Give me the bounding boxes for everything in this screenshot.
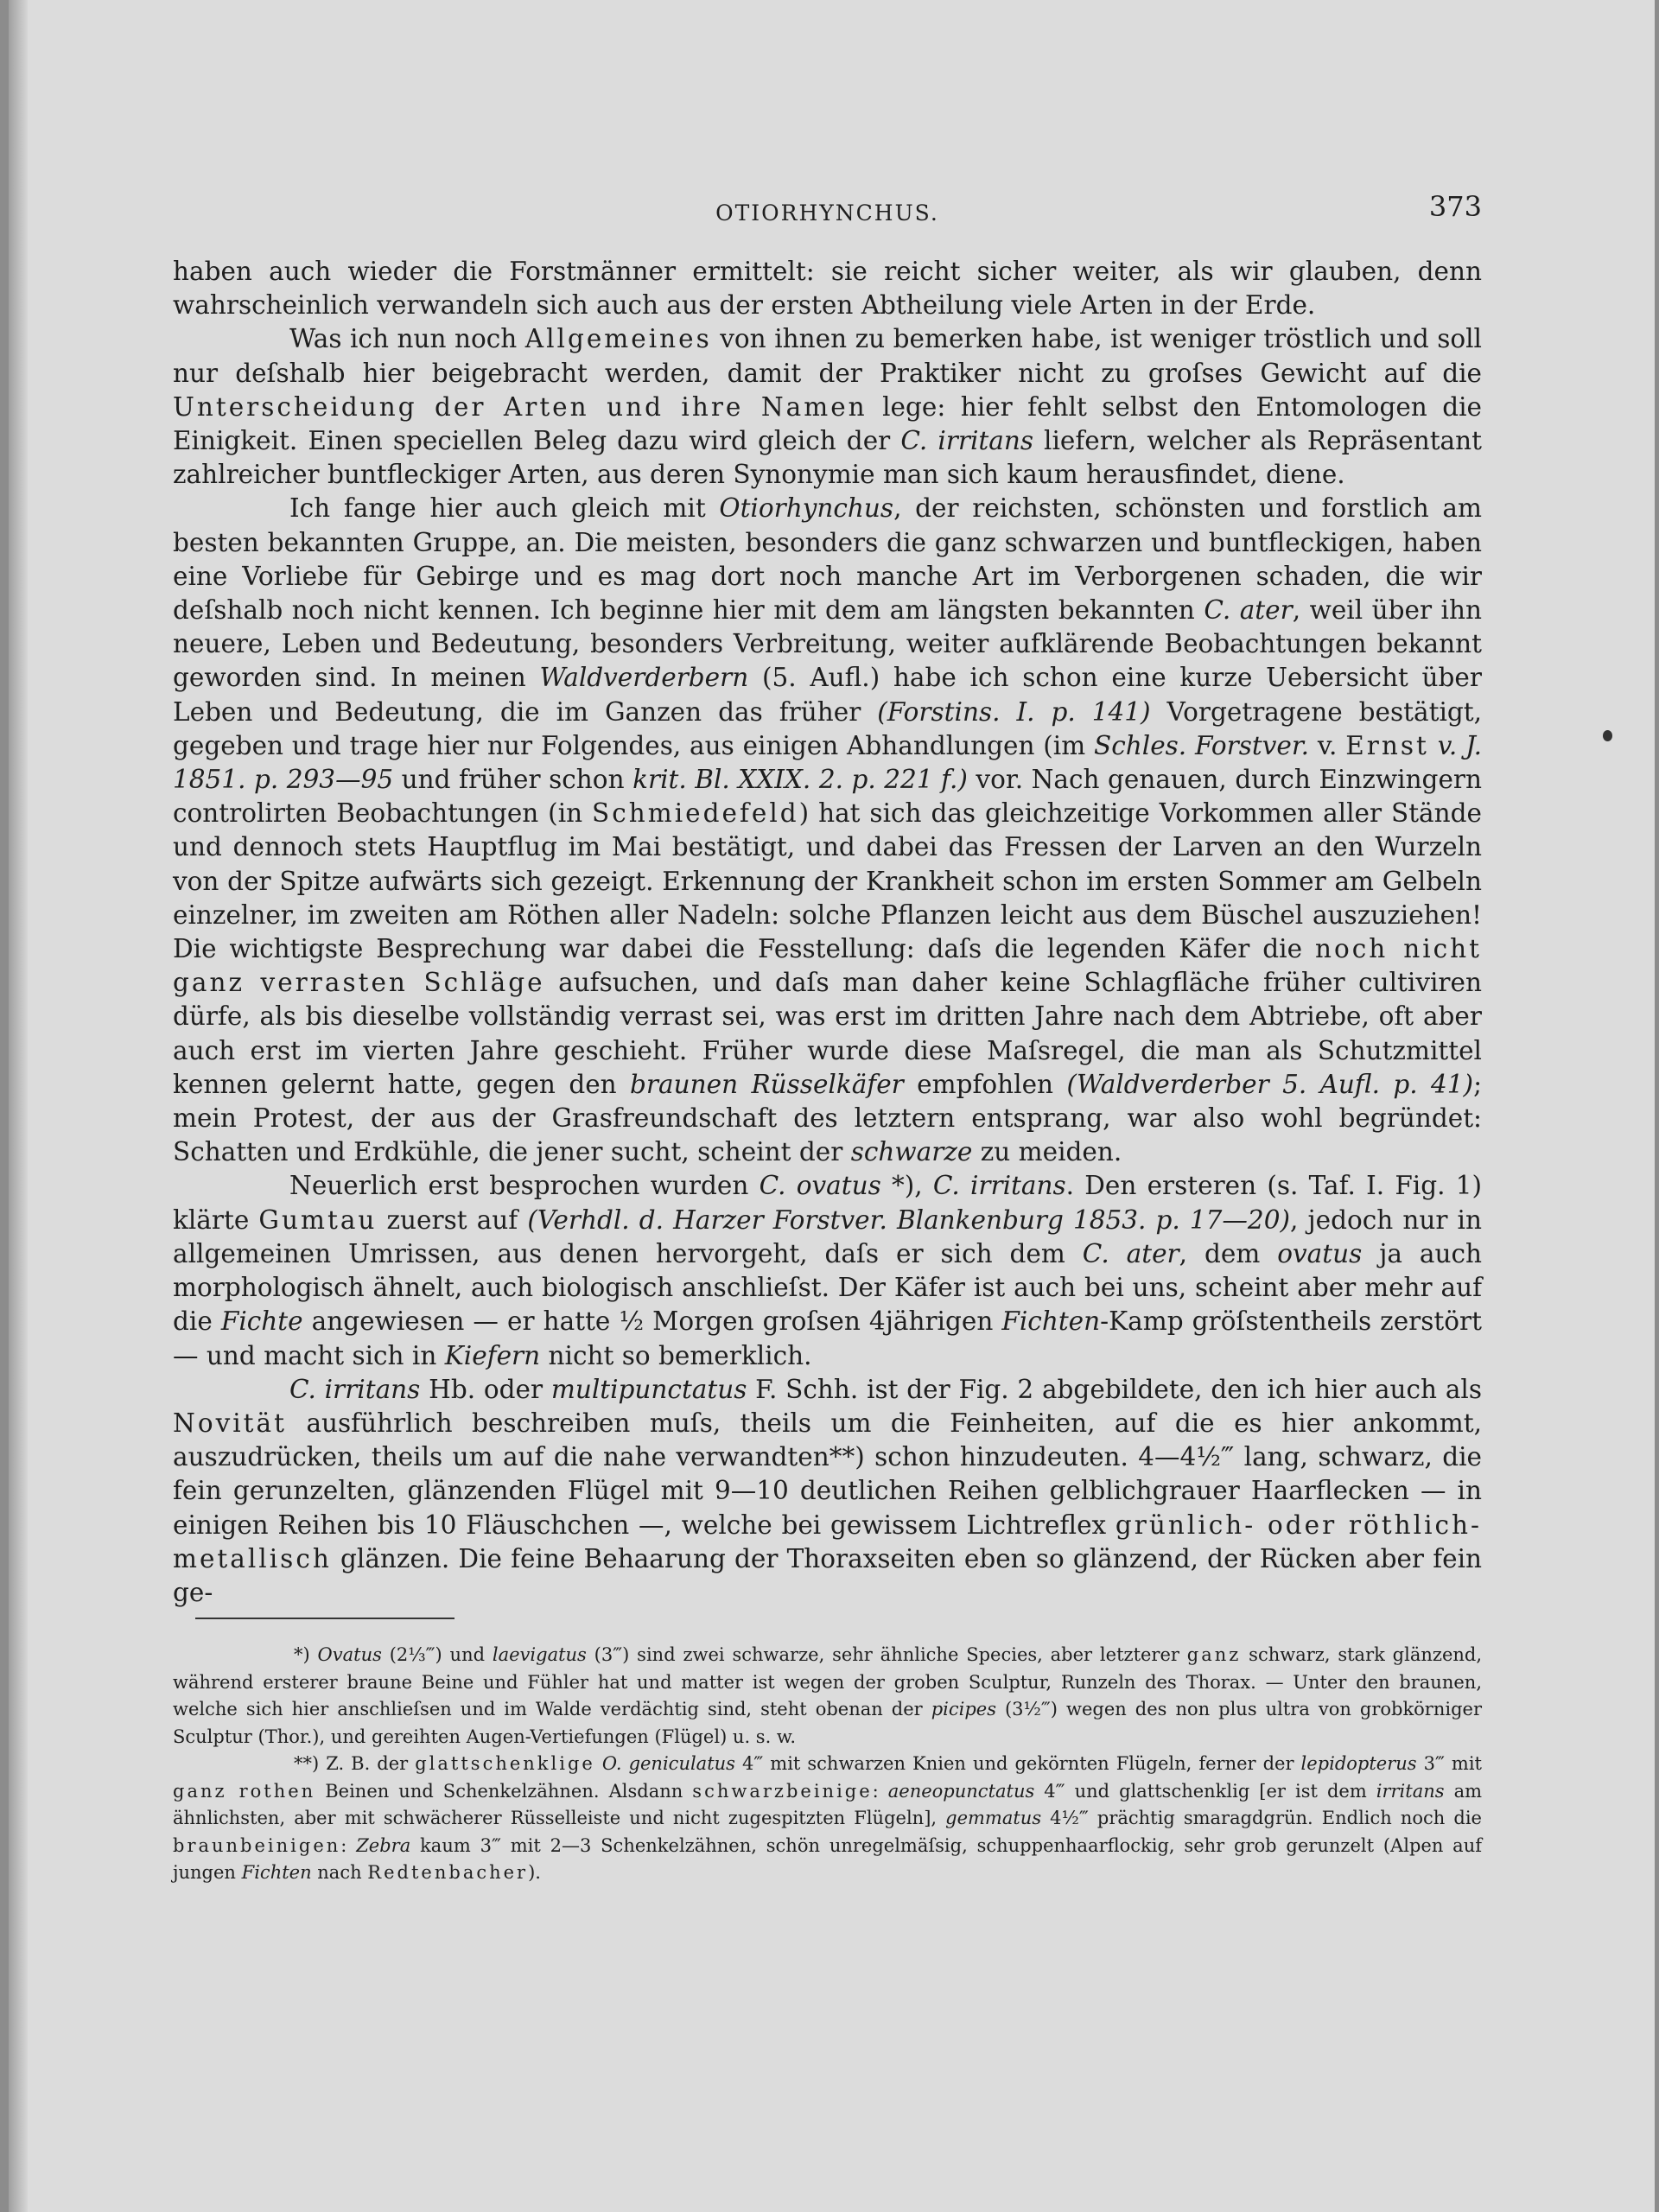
spaced-term: schwarzbeinige <box>692 1780 873 1802</box>
species-name: C. irritans <box>289 1374 421 1404</box>
common-name: braunen Rüsselkäfer <box>630 1069 904 1099</box>
species-name: irritans <box>1376 1780 1445 1802</box>
citation: (Verhdl. d. Harzer Forstver. Blankenburg 1853. p. 17—20) <box>527 1205 1290 1235</box>
species-name: C. irritans <box>932 1171 1066 1201</box>
species-name: lepidopterus <box>1300 1753 1417 1774</box>
main-text <box>173 255 1482 1610</box>
running-head: OTIORHYNCHUS. <box>715 200 939 226</box>
tree-name: Fichte <box>220 1306 303 1337</box>
common-name: schwarze <box>850 1137 973 1167</box>
species-name: O. geniculatus <box>601 1753 735 1774</box>
spaced-term: noch nicht ganz verrasten Schläge <box>173 934 1483 998</box>
species-name: C. irritans <box>900 426 1033 456</box>
spaced-term: ganz <box>1186 1644 1242 1665</box>
species-name: laevigatus <box>492 1644 587 1665</box>
species-name: picipes <box>931 1699 996 1719</box>
author-name: Gumtau <box>258 1205 378 1235</box>
tree-name: Fichten <box>1001 1306 1101 1337</box>
paragraph-3: Ich fange hier auch gleich mit Otiorhynchus, der reichsten, schönsten und forstlich am besten bekannten Gruppe, an. Die meisten, besonders die ganz schwarzen und buntfleckigen, haben eine Vorliebe für Gebirge und es mag dort noch manche Art im Verborgenen schaden, die wir deſshalb noch nicht kennen. Ich beginne hier mit dem am längsten bekannten C. ater, weil über ihn neuere, Leben und Bedeutung, besonders Verbreitung, weiter aufklärende Beobachtungen bekannt geworden sind. In meinen Waldverderbern (5. Aufl.) habe ich schon eine kurze Uebersicht über Leben und Bedeutung, die im Ganzen das früher (Forstins. I. p. 141) Vorgetragene bestätigt, gegeben und trage hier nur Folgendes, aus einigen Abhandlungen (im Schles. Forstver. v. Ernst v. J. 1851. p. 293—95 und früher schon krit. Bl. XXIX. 2. p. 221 f.) vor. Nach genauen, durch Einzwingern controlirten Beobachtungen (in Schmiedefeld) hat sich das gleichzeitige Vorkommen aller Stände und dennoch stets Hauptflug im Mai bestätigt, und dabei das Fressen der Larven an den Wurzeln von der Spitze aufwärts sich gezeigt. Erkennung der Krankheit schon im ersten Sommer am Gelbeln einzelner, im zweiten am Röthen aller Nadeln: solche Pflanzen leicht aus dem Büschel auszuziehen! Die wichtigste Besprechung war dabei die Fesstellung: daſs die legenden Käfer die noch nicht ganz verrasten Schläge aufsuchen, und daſs man daher keine Schlagfläche früher cultiviren dürfe, als bis dieselbe vollständig verrast sei, was erst im dritten Jahre nach dem Abtriebe, oft aber auch erst im vierten Jahre geschieht. Früher wurde diese Maſsregel, die man als Schutzmittel kennen gelernt hatte, gegen den braunen Rüsselkäfer empfohlen (Waldverderber 5. Aufl. p. 41); mein Protest, der aus der Grasfreundschaft des letztern entsprang, war also wohl begründet: Schatten und Erdkühle, die jener sucht, scheint der schwarze zu meiden. <box>173 493 1483 1167</box>
footnote-2: **) Z. B. der glattschenklige O. geniculatus 4‴ mit schwarzen Knien und gekörnten Flügeln, ferner der lepidopterus 3‴ mit ganz rothen Beinen und Schenkelzähnen. Alsdann schwarzbeinige: aeneopunctatus 4‴ und glattschenklig [er ist dem irritans am ähnlichsten, aber mit schwächerer Rüsselleiste und nicht zugespitzten Flügeln], gemmatus 4½‴ prächtig smaragdgrün. Endlich noch die braunbeinigen: Zebra kaum 3‴ mit 2—3 Schenkelzähnen, schön unregelmäſsig, schuppenhaarflockig, sehr grob gerunzelt (Alpen auf jungen Fichten nach Redtenbacher). <box>173 1753 1483 1883</box>
species-name: gemmatus <box>945 1808 1042 1828</box>
tree-name: Kiefern <box>444 1340 541 1370</box>
spaced-term: grünlich- oder röthlich-metallisch <box>173 1510 1482 1573</box>
paragraph-5: C. irritans Hb. oder multipunctatus F. Schh. ist der Fig. 2 abgebildete, den ich hier auch als Novität ausführlich beschreiben muſs, theils um die Feinheiten, auf die es hier ankommt, auszudrücken, theils um auf die nahe verwandten**) schon hinzudeuten. 4—4½‴ lang, schwarz, die fein gerunzelten, glänzenden Flügel mit 9—10 deutlichen Reihen gelblichgrauer Haarflecken — in einigen Reihen bis 10 Fläuschchen —, welche bei gewissem Lichtreflex grünlich- oder röthlich-metallisch glänzen. Die feine Behaarung der Thoraxseiten eben so glänzend, der Rücken aber fein ge- <box>173 1374 1482 1607</box>
citation: Schles. Forstver. <box>1094 730 1310 760</box>
author-name: Ernst <box>1345 730 1429 760</box>
species-name: Ovatus <box>317 1644 382 1665</box>
author-name: Redtenbacher <box>367 1862 529 1883</box>
footnote-1: *) Ovatus (2⅓‴) und laevigatus (3‴) sind zwei schwarze, sehr ähnliche Species, aber letzterer ganz schwarz, stark glänzend, während ersterer braune Beine und Fühler hat und matter ist wegen der groben Sculptur, Runzeln des Thorax. — Unter den braunen, welche sich hier anschlieſsen und im Walde verdächtig sind, steht obenan der picipes (3½‴) wegen des non plus ultra von grobkörniger Sculptur (Thor.), und gereihten Augen-Vertiefungen (Flügel) u. s. w. <box>173 1644 1483 1747</box>
species-name: aeneopunctatus <box>887 1780 1035 1802</box>
spaced-term: ganz rothen <box>173 1780 316 1802</box>
spaced-term: Allgemeines <box>524 324 712 354</box>
footnote-divider <box>195 1618 454 1619</box>
book-page <box>9 0 1655 2212</box>
species-name: C. ater <box>1204 595 1293 626</box>
book-title: Waldverderbern <box>539 663 749 693</box>
page-gutter-shadow <box>9 0 28 2212</box>
species-name: multipunctatus <box>550 1374 747 1404</box>
page-header <box>173 190 1482 233</box>
species-name: Zebra <box>356 1834 411 1856</box>
place-name: Schmiedefeld <box>592 798 799 829</box>
species-name: C. ovatus <box>759 1171 881 1201</box>
page-number: 373 <box>1428 190 1482 223</box>
citation: (Waldverderber 5. Aufl. p. 41) <box>1066 1069 1474 1099</box>
tree-name: Fichten <box>241 1862 312 1883</box>
paragraph-1: haben auch wieder die Forstmänner ermittelt: sie reicht sicher weiter, als wir glauben, denn wahrscheinlich verwandeln sich auch aus der ersten Abtheilung viele Arten in der Erde. <box>173 257 1482 321</box>
species-name: ovatus <box>1277 1238 1363 1268</box>
footnotes <box>173 1642 1482 1887</box>
spaced-term: braunbeinigen <box>173 1834 341 1856</box>
spaced-term: glattschenklige <box>415 1753 595 1774</box>
paper-speck <box>1603 730 1612 741</box>
paragraph-4: Neuerlich erst besprochen wurden C. ovatus *), C. irritans. Den ersteren (s. Taf. I. Fig. 1) klärte Gumtau zuerst auf (Verhdl. d. Harzer Forstver. Blankenburg 1853. p. 17—20), jedoch nur in allgemeinen Umrissen, aus denen hervorgeht, daſs er sich dem C. ater, dem ovatus ja auch morphologisch ähnelt, auch biologisch anschlieſst. Der Käfer ist auch bei uns, scheint aber mehr auf die Fichte angewiesen — er hatte ½ Morgen groſsen 4jährigen Fichten-Kamp gröſstentheils zerstört — und macht sich in Kiefern nicht so bemerklich. <box>173 1171 1483 1370</box>
citation: krit. Bl. XXIX. 2. p. 221 f.) <box>632 765 968 795</box>
citation: (Forstins. I. p. 141) <box>877 696 1151 727</box>
paragraph-2: Was ich nun noch Allgemeines von ihnen zu bemerken habe, ist weniger tröstlich und soll nur deſshalb hier beigebracht werden, damit der Praktiker nicht zu groſses Gewicht auf die Unterscheidung der Arten und ihre Namen lege: hier fehlt selbst den Entomologen die Einigkeit. Einen speciellen Beleg dazu wird gleich der C. irritans liefern, welcher als Repräsentant zahlreicher buntfleckiger Arten, aus deren Synonymie man sich kaum herausfindet, diene. <box>173 324 1482 490</box>
spaced-term: Novität <box>173 1408 287 1438</box>
species-name: C. ater <box>1082 1238 1179 1268</box>
citation: v. J. 1851. p. 293—95 <box>173 730 1482 795</box>
spaced-term: Unterscheidung der Arten und ihre Namen <box>173 391 868 422</box>
genus-name: Otiorhynchus <box>719 493 894 524</box>
